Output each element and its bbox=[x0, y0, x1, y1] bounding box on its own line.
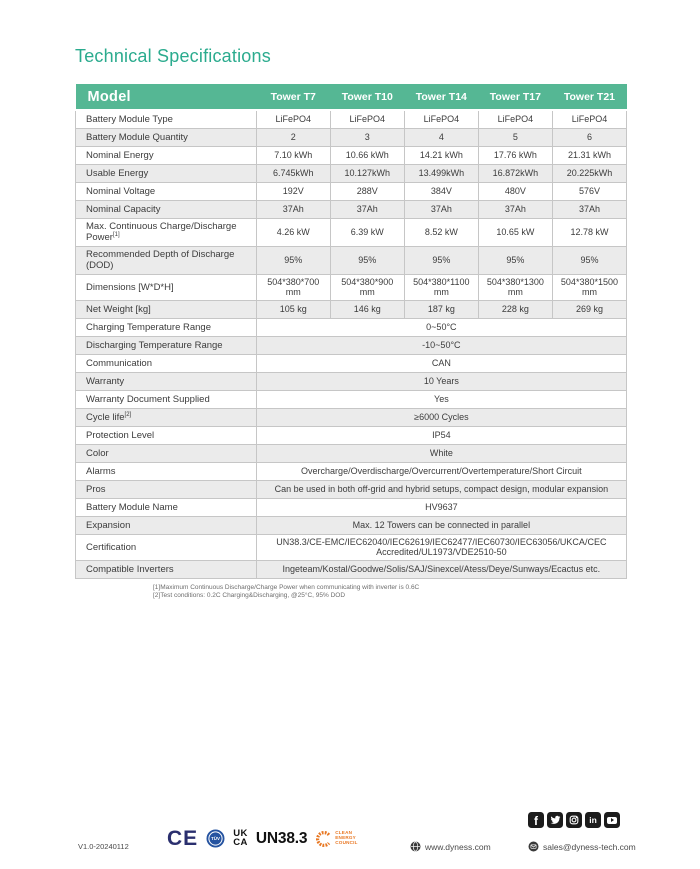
model-header: Model bbox=[76, 84, 257, 110]
spec-label: Battery Module Name bbox=[76, 498, 257, 516]
spec-value: 504*380*1100 mm bbox=[404, 274, 478, 300]
spec-value: 504*380*1300 mm bbox=[478, 274, 552, 300]
footnote: [2]Test conditions: 0.2C Charging&Discharging, @25°C, 95% DOD bbox=[153, 592, 346, 600]
table-row bbox=[76, 336, 627, 354]
spec-value-merged: CAN bbox=[256, 354, 626, 372]
spec-value-merged: IP54 bbox=[256, 426, 626, 444]
spec-value-merged: Yes bbox=[256, 390, 626, 408]
spec-value: 187 kg bbox=[404, 300, 478, 318]
spec-label: Max. Continuous Charge/Discharge Power[1] bbox=[76, 218, 257, 246]
spec-label: Battery Module Type bbox=[76, 110, 257, 128]
spec-value: LiFePO4 bbox=[330, 110, 404, 128]
table-row bbox=[76, 462, 627, 480]
spec-value: 2 bbox=[256, 128, 330, 146]
table-row bbox=[76, 390, 627, 408]
spec-label: Expansion bbox=[76, 516, 257, 534]
footnotes bbox=[153, 584, 627, 601]
spec-label: Protection Level bbox=[76, 426, 257, 444]
spec-value: 37Ah bbox=[478, 200, 552, 218]
spec-table-container bbox=[75, 84, 627, 601]
spec-value: 13.499kWh bbox=[404, 164, 478, 182]
table-row bbox=[76, 128, 627, 146]
spec-label: Nominal Energy bbox=[76, 146, 257, 164]
globe-icon bbox=[410, 841, 421, 852]
footnote-marker: [2] bbox=[124, 411, 132, 418]
spec-value-merged: Max. 12 Towers can be connected in parallel bbox=[256, 516, 626, 534]
table-row bbox=[76, 372, 627, 390]
youtube-icon[interactable] bbox=[604, 812, 620, 828]
spec-label: Nominal Voltage bbox=[76, 182, 257, 200]
spec-value: 21.31 kWh bbox=[552, 146, 626, 164]
spec-value: 95% bbox=[552, 246, 626, 274]
email-icon bbox=[528, 841, 539, 852]
spec-value: 14.21 kWh bbox=[404, 146, 478, 164]
table-row bbox=[76, 110, 627, 128]
spec-value-merged: ≥6000 Cycles bbox=[256, 408, 626, 426]
column-header-tower-t17: Tower T17 bbox=[478, 84, 552, 110]
table-row bbox=[76, 182, 627, 200]
spec-value: 95% bbox=[256, 246, 330, 274]
table-row bbox=[76, 444, 627, 462]
table-row bbox=[76, 498, 627, 516]
spec-value: 269 kg bbox=[552, 300, 626, 318]
spec-value: 6 bbox=[552, 128, 626, 146]
column-header-tower-t7: Tower T7 bbox=[256, 84, 330, 110]
spec-value: 10.127kWh bbox=[330, 164, 404, 182]
spec-value: 6.39 kW bbox=[330, 218, 404, 246]
table-row bbox=[76, 354, 627, 372]
spec-label: Recommended Depth of Discharge (DOD) bbox=[76, 246, 257, 274]
spec-value: 384V bbox=[404, 182, 478, 200]
spec-value-merged: UN38.3/CE-EMC/IEC62040/IEC62619/IEC62477/IEC60730/IEC63056/UKCA/CEC Accredited/UL1973/VDE2510-50 bbox=[256, 534, 626, 560]
column-header-tower-t10: Tower T10 bbox=[330, 84, 404, 110]
spec-value: LiFePO4 bbox=[404, 110, 478, 128]
spec-value-merged: -10~50°C bbox=[256, 336, 626, 354]
spec-value: 480V bbox=[478, 182, 552, 200]
linkedin-icon[interactable]: in bbox=[585, 812, 601, 828]
spec-value: 6.745kWh bbox=[256, 164, 330, 182]
spec-value-merged: 10 Years bbox=[256, 372, 626, 390]
spec-value: 95% bbox=[330, 246, 404, 274]
facebook-icon[interactable]: f bbox=[528, 812, 544, 828]
spec-value: 95% bbox=[404, 246, 478, 274]
spec-value: 105 kg bbox=[256, 300, 330, 318]
table-row bbox=[76, 426, 627, 444]
table-row bbox=[76, 164, 627, 182]
spec-value: 10.65 kW bbox=[478, 218, 552, 246]
spec-value: 16.872kWh bbox=[478, 164, 552, 182]
spec-value: 504*380*700 mm bbox=[256, 274, 330, 300]
spec-label: Color bbox=[76, 444, 257, 462]
ce-mark-icon: CE bbox=[167, 827, 199, 850]
spec-label: Communication bbox=[76, 354, 257, 372]
spec-value: 3 bbox=[330, 128, 404, 146]
spec-value: 504*380*1500 mm bbox=[552, 274, 626, 300]
page-title: Technical Specifications bbox=[75, 46, 271, 66]
table-row bbox=[76, 146, 627, 164]
spec-value: LiFePO4 bbox=[478, 110, 552, 128]
spec-value: 95% bbox=[478, 246, 552, 274]
spec-value: 576V bbox=[552, 182, 626, 200]
spec-label: Nominal Capacity bbox=[76, 200, 257, 218]
spec-label: Dimensions [W*D*H] bbox=[76, 274, 257, 300]
footnote-marker: [1] bbox=[112, 232, 120, 238]
spec-value: 288V bbox=[330, 182, 404, 200]
table-row bbox=[76, 274, 627, 300]
instagram-icon[interactable] bbox=[566, 812, 582, 828]
table-row bbox=[76, 560, 627, 578]
spec-label: Warranty Document Supplied bbox=[76, 390, 257, 408]
spec-value: 504*380*900 mm bbox=[330, 274, 404, 300]
spec-value: 37Ah bbox=[256, 200, 330, 218]
clean-energy-council-icon: CLEAN ENERGY COUNCIL bbox=[315, 830, 357, 848]
spec-label: Warranty bbox=[76, 372, 257, 390]
table-row bbox=[76, 246, 627, 274]
tuv-icon bbox=[206, 829, 225, 848]
document-version: V1.0-20240112 bbox=[78, 842, 129, 851]
table-row bbox=[76, 480, 627, 498]
spec-value: 17.76 kWh bbox=[478, 146, 552, 164]
table-row bbox=[76, 534, 627, 560]
website-link[interactable]: www.dyness.com bbox=[410, 841, 491, 852]
email-link[interactable]: sales@dyness-tech.com bbox=[528, 841, 636, 852]
table-row bbox=[76, 300, 627, 318]
spec-value-merged: Can be used in both off-grid and hybrid setups, compact design, modular expansion bbox=[256, 480, 626, 498]
column-header-tower-t21: Tower T21 bbox=[552, 84, 626, 110]
spec-label: Compatible Inverters bbox=[76, 560, 257, 578]
spec-label: Pros bbox=[76, 480, 257, 498]
spec-value-merged: Overcharge/Overdischarge/Overcurrent/Overtemperature/Short Circuit bbox=[256, 462, 626, 480]
spec-value: 37Ah bbox=[404, 200, 478, 218]
spec-value-merged: HV9637 bbox=[256, 498, 626, 516]
table-row bbox=[76, 516, 627, 534]
spec-value: 8.52 kW bbox=[404, 218, 478, 246]
spec-value-merged: Ingeteam/Kostal/Goodwe/Solis/SAJ/Sinexcel/Atess/Deye/Sunways/Ecactus etc. bbox=[256, 560, 626, 578]
table-row bbox=[76, 318, 627, 336]
spec-table bbox=[75, 84, 627, 579]
social-links bbox=[528, 812, 620, 828]
spec-value: LiFePO4 bbox=[552, 110, 626, 128]
spec-value: 4.26 kW bbox=[256, 218, 330, 246]
spec-label: Alarms bbox=[76, 462, 257, 480]
spec-label: Usable Energy bbox=[76, 164, 257, 182]
spec-label: Battery Module Quantity bbox=[76, 128, 257, 146]
spec-value: 12.78 kW bbox=[552, 218, 626, 246]
certification-logos bbox=[167, 828, 358, 849]
spec-value-merged: 0~50°C bbox=[256, 318, 626, 336]
spec-value: 37Ah bbox=[552, 200, 626, 218]
spec-value: 146 kg bbox=[330, 300, 404, 318]
cec-c-icon bbox=[315, 830, 333, 848]
column-header-tower-t14: Tower T14 bbox=[404, 84, 478, 110]
table-row bbox=[76, 200, 627, 218]
spec-value: 20.225kWh bbox=[552, 164, 626, 182]
spec-value: 10.66 kWh bbox=[330, 146, 404, 164]
spec-value-merged: White bbox=[256, 444, 626, 462]
spec-value: 192V bbox=[256, 182, 330, 200]
svg-text:TÜV: TÜV bbox=[211, 836, 221, 841]
spec-label: Discharging Temperature Range bbox=[76, 336, 257, 354]
spec-value: LiFePO4 bbox=[256, 110, 330, 128]
ukca-mark-icon: UK CA bbox=[233, 828, 248, 848]
spec-label: Charging Temperature Range bbox=[76, 318, 257, 336]
footnote: [1]Maximum Continuous Discharge/Charge Power when communicating with inverter is 0.6C bbox=[153, 583, 420, 591]
table-header-row bbox=[76, 84, 627, 110]
spec-label: Cycle life[2] bbox=[76, 408, 257, 426]
un383-mark: UN38.3 bbox=[255, 829, 308, 847]
spec-value: 4 bbox=[404, 128, 478, 146]
spec-label: Net Weight [kg] bbox=[76, 300, 257, 318]
spec-value: 228 kg bbox=[478, 300, 552, 318]
spec-value: 7.10 kWh bbox=[256, 146, 330, 164]
table-row bbox=[76, 218, 627, 246]
twitter-icon[interactable] bbox=[547, 812, 563, 828]
spec-label: Certification bbox=[76, 534, 257, 560]
table-row bbox=[76, 408, 627, 426]
page-footer bbox=[0, 806, 700, 866]
spec-value: 5 bbox=[478, 128, 552, 146]
spec-value: 37Ah bbox=[330, 200, 404, 218]
